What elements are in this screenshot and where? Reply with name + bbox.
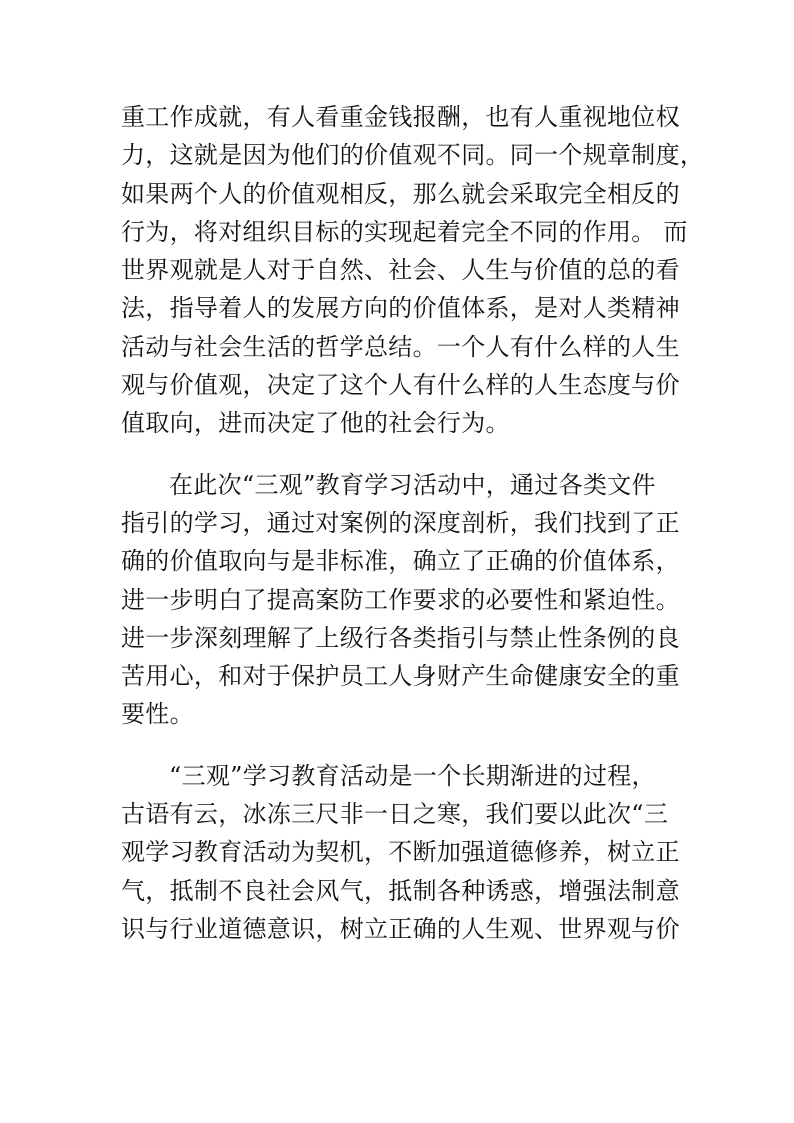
text-line: 观学习教育活动为契机，不断加强道德修养，树立正 (121, 838, 680, 867)
text-line: 法，指导着人的发展方向的价值体系，是对人类精神 (121, 294, 680, 323)
text-line: 指引的学习，通过对案例的深度剖析，我们找到了正 (121, 508, 680, 537)
text-line: 重工作成就，有人看重金钱报酬，也有人重视地位权 (121, 103, 680, 131)
text-line: 进一步深刻理解了上级行各类指引与禁止性条例的良 (121, 623, 680, 652)
paragraph-spacer (121, 734, 681, 757)
paragraph-spacer (121, 443, 681, 466)
text-line: “三观”学习教育活动是一个长期渐进的过程， (169, 761, 656, 790)
text-line: 值取向，进而决定了他的社会行为。 (121, 409, 510, 438)
text-line: 进一步明白了提高案防工作要求的必要性和紧迫性。 (121, 585, 680, 614)
paragraph-1 (121, 98, 705, 443)
text-line: 活动与社会生活的哲学总结。一个人有什么样的人生 (121, 332, 680, 361)
text-line: 苦用心，和对于保护员工人身财产生命健康安全的重 (121, 662, 680, 691)
text-line: 识与行业道德意识，树立正确的人生观、世界观与价 (121, 914, 680, 943)
text-line: 观与价值观，决定了这个人有什么样的人生态度与价 (121, 371, 680, 400)
document-body (121, 98, 705, 948)
text-line: 古语有云，冰冻三尺非一日之寒，我们要以此次“三 (121, 800, 669, 829)
text-line: 行为，将对组织目标的实现起着完全不同的作用。 而 (121, 217, 688, 246)
text-line: 如果两个人的价值观相反，那么就会采取完全相反的 (121, 179, 680, 208)
text-line: 世界观就是人对于自然、社会、人生与价值的总的看 (121, 256, 680, 285)
text-line: 要性。 (121, 700, 194, 729)
text-line: 在此次“三观”教育学习活动中，通过各类文件 (169, 470, 656, 499)
text-line: 力，这就是因为他们的价值观不同。同一个规章制度， (121, 141, 705, 170)
text-line: 气，抵制不良社会风气，抵制各种诱惑，增强法制意 (121, 876, 680, 905)
text-line: 确的价值取向与是非标准，确立了正确的价值体系， (121, 547, 680, 576)
paragraph-2 (121, 466, 681, 734)
paragraph-3 (121, 757, 681, 948)
